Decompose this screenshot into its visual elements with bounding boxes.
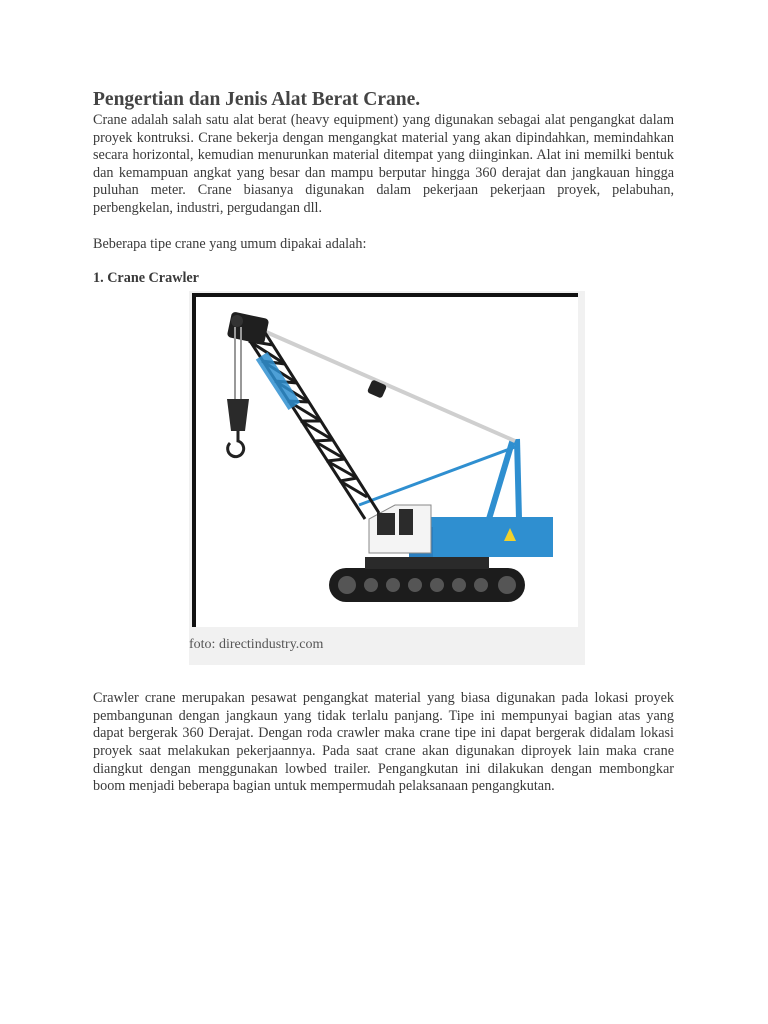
boom-tip-head (227, 311, 270, 344)
crane-figure (189, 291, 585, 665)
crawler-crane-paragraph: Crawler crane merupakan pesawat pengangkat material yang biasa digunakan pada lokasi proyek pembangunan dengan jangkaun yang tidak terlalu panjang. Tipe ini mempunyai bagian atas yang dapat bergerak 360 Derajat. Dengan roda crawler maka crane tipe ini dapat bergerak didalam lokasi proyek saat melakukan pekerjaannya. Pada saat crane akan digunakan diproyek lain maka crane diangkut dengan menggunakan lowbed trailer. Pengangkutan ini dilakukan dengan membongkar boom menjadi beberapa bagian untuk mempermudah pelaksanaan pengangkutan. (93, 690, 674, 795)
page-title: Pengertian dan Jenis Alat Berat Crane. (93, 89, 421, 110)
boom-pendant-line (257, 328, 515, 441)
types-intro-paragraph: Beberapa tipe crane yang umum dipakai adalah: (93, 235, 367, 252)
hook-icon (228, 431, 244, 457)
cab-door-window (399, 509, 413, 535)
crawler-crane-illustration (189, 291, 585, 631)
track-frame (365, 557, 489, 569)
figure-caption: foto: directindustry.com (189, 637, 324, 653)
document-page (93, 88, 674, 796)
a-frame-front (517, 439, 519, 519)
cab-window (377, 513, 395, 535)
hook-block (227, 399, 249, 431)
crane-house (427, 517, 553, 557)
section-heading-crane-crawler: 1. Crane Crawler (93, 270, 199, 287)
luffing-line (359, 447, 515, 505)
intro-paragraph: Crane adalah salah satu alat berat (heavy equipment) yang digunakan sebagai alat pengangkat dalam proyek kontruksi. Crane bekerja dengan mengangkat material yang akan dipindahkan, memindahkan secara horizontal, kemudian menurunkan material ditempat yang diinginkan. Alat ini memilki bentuk dan kemampuan angkat yang besar dan mampu berputar hingga 360 derajat dan jangkauan hingga puluhan meter. Crane biasanya digunakan dalam pekerjaan pekerjaan proyek, pelabuhan, perbengkelan, industri, pergudangan dll. (93, 112, 674, 216)
crawler-track (329, 568, 525, 602)
sheave-icon (231, 315, 243, 327)
